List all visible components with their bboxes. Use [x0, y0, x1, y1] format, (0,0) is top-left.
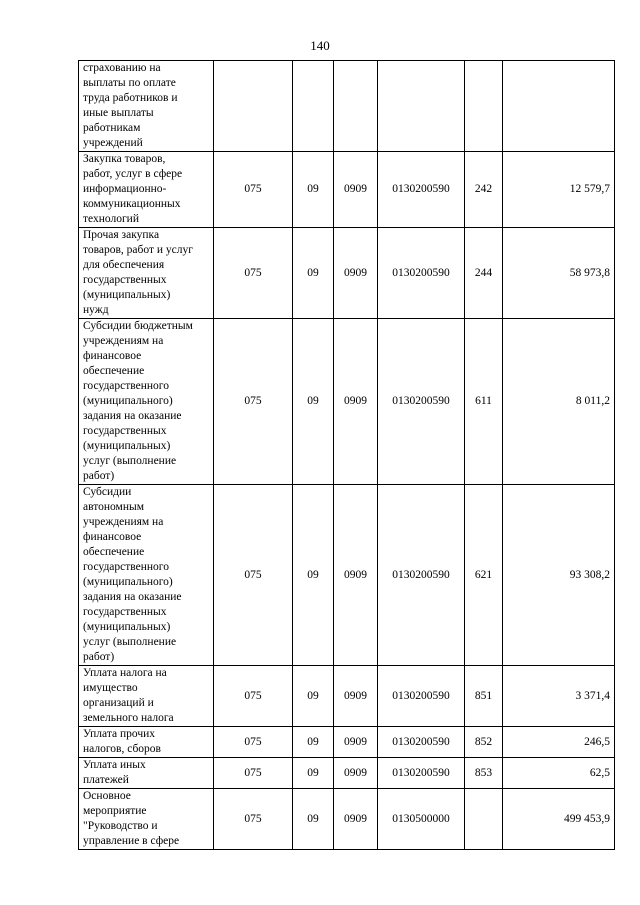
- expense-type-cell: 611: [465, 319, 503, 485]
- subsection-code-cell: 0909: [334, 789, 378, 850]
- section-code-cell: 09: [293, 228, 334, 319]
- gr-code-cell: 075: [214, 319, 293, 485]
- amount-cell: [503, 61, 615, 152]
- gr-code-cell: 075: [214, 789, 293, 850]
- subsection-code-cell: 0909: [334, 758, 378, 789]
- amount-cell: 93 308,2: [503, 485, 615, 666]
- table-row: [79, 666, 615, 727]
- expense-type-cell: 242: [465, 152, 503, 228]
- expense-type-cell: [465, 61, 503, 152]
- gr-code-cell: 075: [214, 228, 293, 319]
- gr-code-cell: 075: [214, 727, 293, 758]
- expense-type-cell: 244: [465, 228, 503, 319]
- amount-cell: 58 973,8: [503, 228, 615, 319]
- table-row: [79, 319, 615, 485]
- row-name-cell: Уплата прочих налогов, сборов: [79, 727, 214, 758]
- page-number: 140: [310, 38, 330, 53]
- subsection-code-cell: 0909: [334, 228, 378, 319]
- section-code-cell: 09: [293, 789, 334, 850]
- section-code-cell: 09: [293, 758, 334, 789]
- target-article-cell: 0130200590: [378, 228, 465, 319]
- row-name-cell: Уплата иных платежей: [79, 758, 214, 789]
- row-name-cell: страхованию на выплаты по оплате труда работников и иные выплаты работникам учреждений: [79, 61, 214, 152]
- target-article-cell: 0130200590: [378, 485, 465, 666]
- section-code-cell: 09: [293, 152, 334, 228]
- expense-type-cell: 621: [465, 485, 503, 666]
- subsection-code-cell: 0909: [334, 319, 378, 485]
- gr-code-cell: [214, 61, 293, 152]
- table-row: [79, 485, 615, 666]
- table-row: [79, 758, 615, 789]
- amount-cell: 499 453,9: [503, 789, 615, 850]
- target-article-cell: 0130500000: [378, 789, 465, 850]
- amount-cell: 8 011,2: [503, 319, 615, 485]
- row-name-cell: Прочая закупка товаров, работ и услуг для обеспечения государственных (муниципальных) нужд: [79, 228, 214, 319]
- row-name-cell: Субсидии бюджетным учреждениям на финансовое обеспечение государственного (муниципального) задания на оказание государственных (муниципальных) услуг (выполнение работ): [79, 319, 214, 485]
- amount-cell: 62,5: [503, 758, 615, 789]
- gr-code-cell: 075: [214, 666, 293, 727]
- gr-code-cell: 075: [214, 485, 293, 666]
- gr-code-cell: 075: [214, 152, 293, 228]
- target-article-cell: 0130200590: [378, 152, 465, 228]
- table-row: [79, 61, 615, 152]
- target-article-cell: 0130200590: [378, 758, 465, 789]
- target-article-cell: 0130200590: [378, 727, 465, 758]
- table-row: [79, 228, 615, 319]
- target-article-cell: 0130200590: [378, 319, 465, 485]
- table-row: [79, 789, 615, 850]
- section-code-cell: 09: [293, 319, 334, 485]
- subsection-code-cell: 0909: [334, 152, 378, 228]
- amount-cell: 246,5: [503, 727, 615, 758]
- table-row: [79, 152, 615, 228]
- target-article-cell: [378, 61, 465, 152]
- section-code-cell: 09: [293, 727, 334, 758]
- amount-cell: 12 579,7: [503, 152, 615, 228]
- subsection-code-cell: 0909: [334, 727, 378, 758]
- table-row: [79, 727, 615, 758]
- section-code-cell: 09: [293, 485, 334, 666]
- expense-type-cell: 852: [465, 727, 503, 758]
- subsection-code-cell: [334, 61, 378, 152]
- gr-code-cell: 075: [214, 758, 293, 789]
- row-name-cell: Основное мероприятие "Руководство и управление в сфере: [79, 789, 214, 850]
- subsection-code-cell: 0909: [334, 485, 378, 666]
- subsection-code-cell: 0909: [334, 666, 378, 727]
- row-name-cell: Уплата налога на имущество организаций и земельного налога: [79, 666, 214, 727]
- section-code-cell: 09: [293, 666, 334, 727]
- expense-type-cell: [465, 789, 503, 850]
- expense-type-cell: 851: [465, 666, 503, 727]
- target-article-cell: 0130200590: [378, 666, 465, 727]
- row-name-cell: Субсидии автономным учреждениям на финансовое обеспечение государственного (муниципального) задания на оказание государственных (муниципальных) услуг (выполнение работ): [79, 485, 214, 666]
- budget-table: [78, 60, 615, 850]
- amount-cell: 3 371,4: [503, 666, 615, 727]
- expense-type-cell: 853: [465, 758, 503, 789]
- section-code-cell: [293, 61, 334, 152]
- row-name-cell: Закупка товаров, работ, услуг в сфере информационно- коммуникационных технологий: [79, 152, 214, 228]
